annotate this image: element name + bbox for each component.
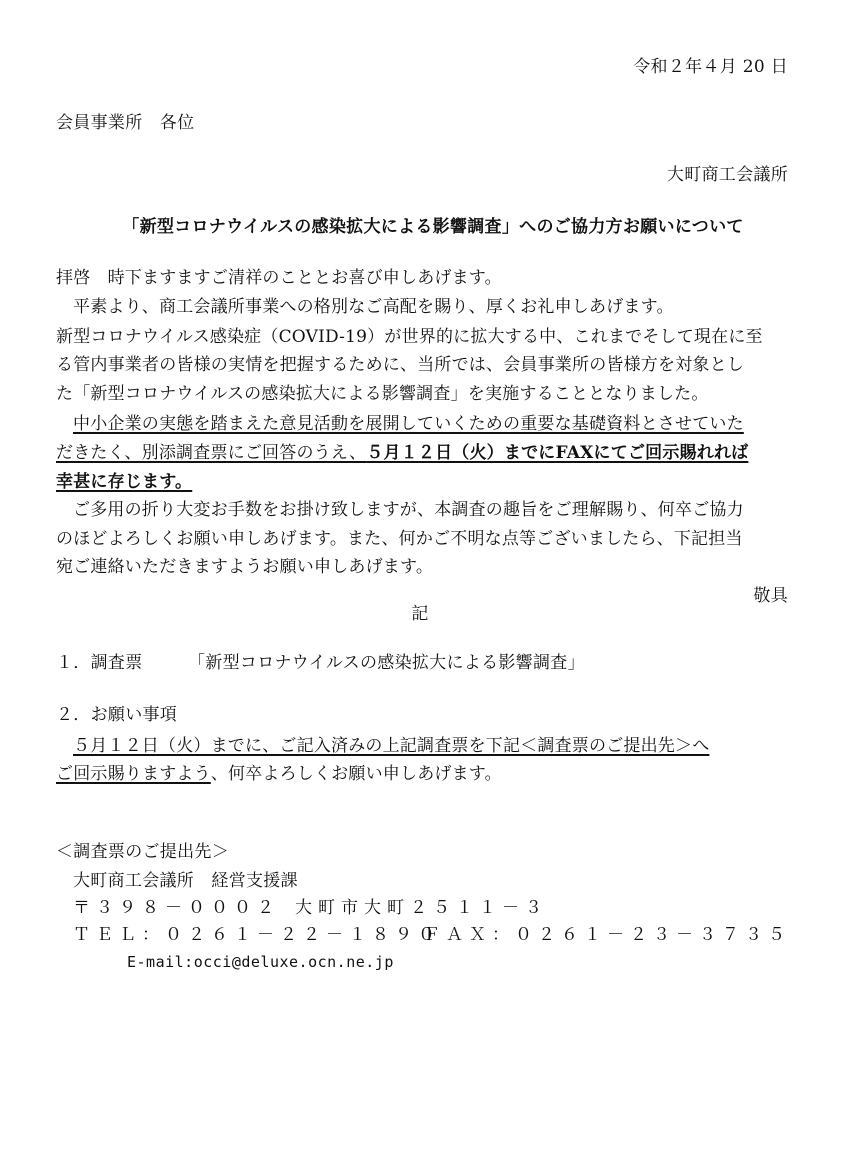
body-line-11: 宛ご連絡いただきますようお願い申しあげます。 <box>56 557 434 577</box>
fax-emphasis: FAX <box>555 443 594 463</box>
item-2-line-1: ５月１２日（火）までに、ご記入済みの上記調査票を下記＜調査票のご提出先＞へ <box>73 736 710 756</box>
item-1-value: 「新型コロナウイルスの感染拡大による影響調査」 <box>188 653 585 673</box>
item-2 <box>56 705 177 725</box>
item-1-label: 調査票 <box>90 653 143 673</box>
body-line-7-part-a: だきたく、別添調査票にご回答のうえ、 <box>56 443 367 463</box>
item-2-number: ２． <box>56 705 91 725</box>
body-line-2: 平素より、商工会議所事業への格別なご高配を賜り、厚くお礼申しあげます。 <box>73 297 674 317</box>
document-date: 令和２年４月 20 日 <box>633 57 788 77</box>
ki-heading: 記 <box>411 604 429 624</box>
body-line-5: た「新型コロナウイルスの感染拡大による影響調査」を実施することとなりました。 <box>56 384 709 404</box>
submission-email: E-mail:occi@deluxe.ocn.ne.jp <box>127 953 394 971</box>
submission-fax: ＦＡＸ：０２６１－２３－３７３５ <box>423 925 791 945</box>
submission-heading: ＜調査票のご提出先＞ <box>56 842 229 862</box>
item-2-line-2-underlined: ご回示賜りますよう <box>56 764 211 784</box>
document-subject: 「新型コロナウイルスの感染拡大による影響調査」へのご協力方お願いについて <box>122 217 744 237</box>
body-line-1: 拝啓 時下ますますご清祥のこととお喜び申しあげます。 <box>56 268 502 288</box>
body-line-4: る管内事業者の皆様の実情を把握するために、当所では、会員事業所の皆様方を対象とし <box>56 355 744 375</box>
body-line-10: のほどよろしくお願い申しあげます。また、何かご不明な点等ございましたら、下記担当 <box>56 529 743 549</box>
body-line-8: 幸甚に存じます。 <box>56 472 193 492</box>
item-2-line-2 <box>56 764 792 784</box>
sender-organization: 大町商工会議所 <box>666 165 788 185</box>
body-line-6: 中小企業の実態を踏まえた意見活動を展開していくための重要な基礎資料とさせていた <box>73 414 744 434</box>
submission-address: 大町市大町２５１１－３ <box>295 898 548 918</box>
submission-tel: ＴＥＬ：０２６１－２２－１８９０ <box>73 925 441 945</box>
body-line-9: ご多用の折り大変お手数をお掛け致しますが、本調査の趣旨をご理解賜り、何卒ご協力 <box>73 500 744 520</box>
body-line-3: 新型コロナウイルス感染症（COVID-19）が世界的に拡大する中、これまでそして現在に至 <box>56 327 763 347</box>
body-line-7 <box>56 443 792 463</box>
item-2-line-2-rest: 、何卒よろしくお願い申しあげます。 <box>210 764 502 784</box>
item-1-number: １． <box>56 653 91 673</box>
addressee: 会員事業所 各位 <box>56 113 195 133</box>
submission-postal: 〒３９８－０００２ <box>73 898 280 918</box>
item-2-label: お願い事項 <box>90 705 178 725</box>
submission-org: 大町商工会議所 経営支援課 <box>73 871 298 891</box>
body-line-7-part-d: にてご回示賜れれば <box>593 443 749 463</box>
closing-keigu: 敬具 <box>753 586 788 606</box>
item-1 <box>56 653 143 673</box>
deadline-emphasis: ５月１２日（火）までに <box>366 443 556 463</box>
